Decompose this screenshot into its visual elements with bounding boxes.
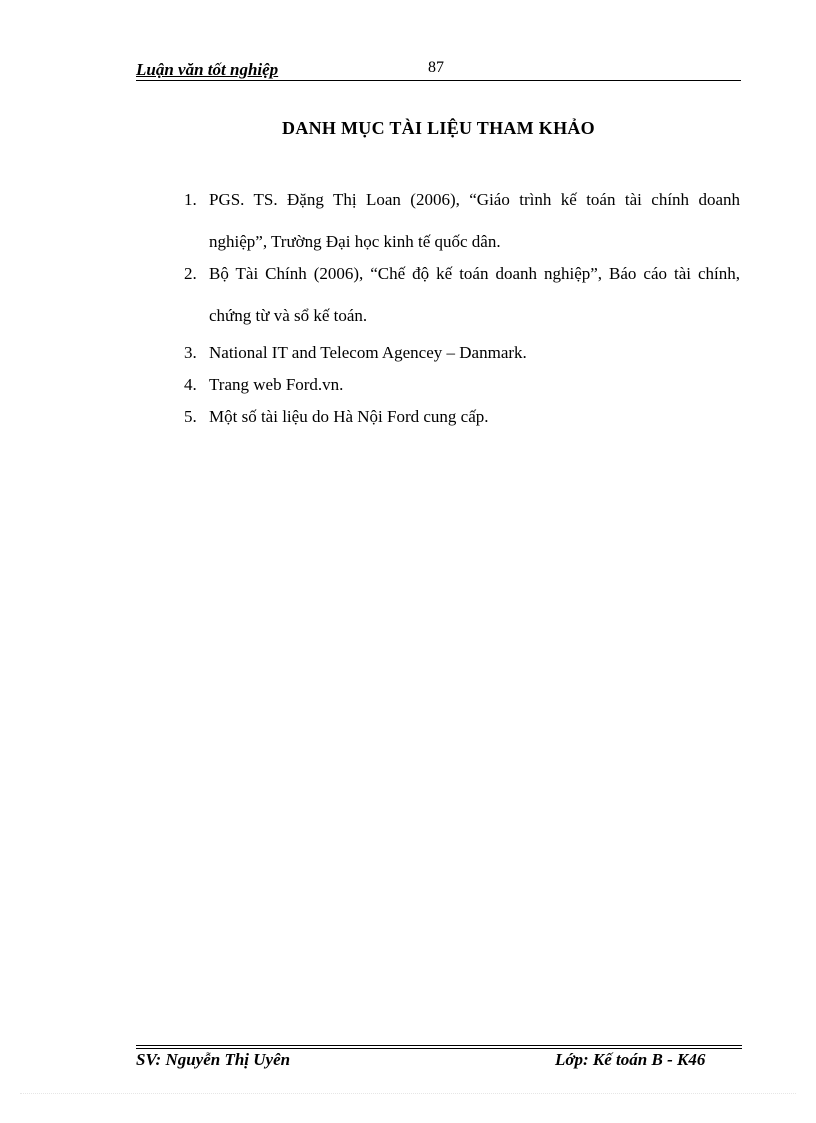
footer-class: Lớp: Kế toán B - K46 (555, 1050, 706, 1069)
reference-text: PGS. TS. Đặng Thị Loan (2006), “Giáo trình kế toán tài chính doanh nghiệp”, Trường Đại học kinh tế quốc dân. (209, 190, 740, 251)
page-number: 87 (428, 59, 444, 76)
reference-number: 3. (184, 343, 197, 362)
reference-number: 5. (184, 407, 197, 426)
reference-text: National IT and Telecom Agencey – Danmark. (209, 343, 527, 362)
reference-text: Bộ Tài Chính (2006), “Chế độ kế toán doanh nghiệp”, Báo cáo tài chính, chứng từ và sổ kế toán. (209, 264, 740, 325)
reference-list (180, 189, 740, 437)
reference-number: 2. (184, 264, 197, 283)
reference-text: Một số tài liệu do Hà Nội Ford cung cấp. (209, 407, 489, 426)
reference-number: 1. (184, 190, 197, 209)
footer-student-name: SV: Nguyễn Thị Uyên (136, 1050, 291, 1069)
reference-item (180, 253, 740, 337)
reference-item (180, 374, 740, 396)
reference-number: 4. (184, 375, 197, 394)
header-divider (136, 80, 741, 81)
footer-divider-thick (136, 1048, 742, 1049)
reference-item (180, 406, 740, 428)
footer-divider-thin (136, 1045, 742, 1046)
page-header (136, 56, 741, 82)
header-document-type: Luận văn tốt nghiệp (136, 60, 279, 79)
page-title: DANH MỤC TÀI LIỆU THAM KHẢO (282, 118, 595, 138)
reference-text: Trang web Ford.vn. (209, 375, 344, 394)
reference-item (180, 342, 740, 364)
page-bottom-dotted-line (20, 1093, 796, 1094)
reference-item (180, 179, 740, 263)
